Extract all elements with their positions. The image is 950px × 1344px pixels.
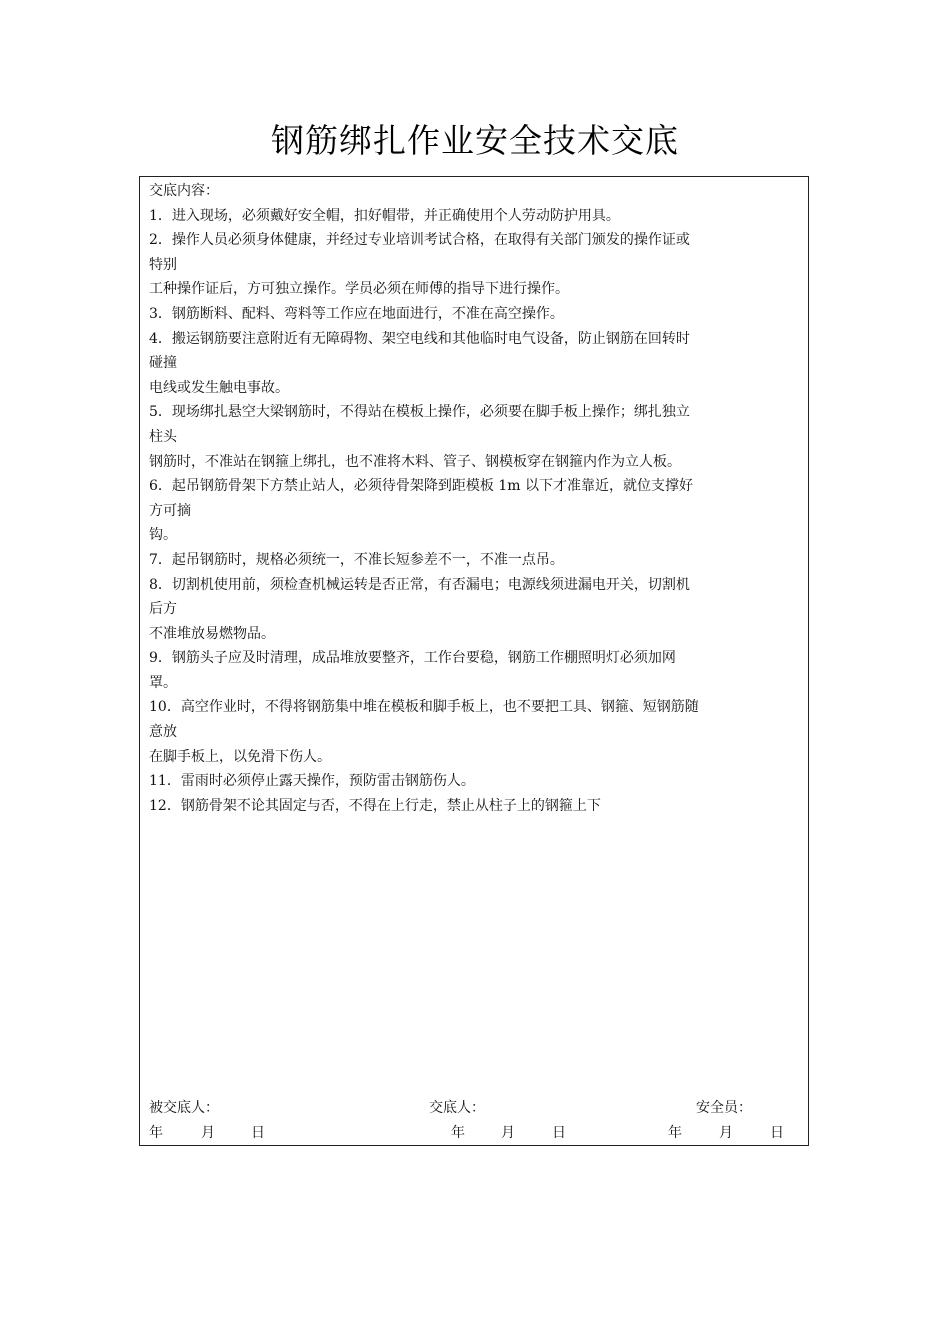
date-month-3: 月 — [719, 1125, 733, 1141]
content-line: 7．起吊钢筋时，规格必须统一，不准长短参差不一，不准一点吊。 — [149, 551, 564, 568]
content-line: 10．高空作业时，不得将钢筋集中堆在模板和脚手板上，也不要把工具、钢箍、短钢筋随 — [149, 699, 699, 716]
recipient-label: 被交底人： — [149, 1100, 219, 1116]
content-line: 6．起吊钢筋骨架下方禁止站人，必须待骨架降到距模板 1m 以下才准靠近，就位支撑好 — [149, 478, 693, 495]
safety-officer-label: 安全员： — [696, 1100, 752, 1116]
content-line: 柱头 — [149, 428, 177, 445]
date-year-1: 年 — [149, 1125, 163, 1141]
date-day-2: 日 — [552, 1125, 566, 1141]
content-body — [149, 179, 799, 818]
content-line: 钢筋时，不准站在钢箍上绑扎，也不准将木料、管子、钢模板穿在钢箍内作为立人板。 — [149, 453, 681, 470]
content-line: 不准堆放易燃物品。 — [149, 625, 275, 642]
content-line: 后方 — [149, 601, 177, 618]
content-line: 9．钢筋头子应及时清理，成品堆放要整齐，工作台要稳，钢筋工作棚照明灯必须加网 — [149, 650, 676, 667]
content-line: 电线或发生触电事故。 — [149, 379, 289, 396]
content-line: 碰撞 — [149, 355, 177, 372]
document-title: 钢筋绑扎作业安全技术交底 — [271, 121, 679, 160]
date-row — [149, 1122, 799, 1144]
date-year-3: 年 — [668, 1125, 682, 1141]
content-line: 4．搬运钢筋要注意附近有无障碍物、架空电线和其他临时电气设备，防止钢筋在回转时 — [149, 330, 690, 347]
date-month-1: 月 — [201, 1125, 215, 1141]
content-line: 5．现场绑扎悬空大梁钢筋时，不得站在模板上操作，必须要在脚手板上操作；绑扎独立 — [149, 404, 690, 421]
content-line: 2．操作人员必须身体健康，并经过专业培训考试合格，在取得有关部门颁发的操作证或 — [149, 232, 690, 249]
content-line: 工种操作证后，方可独立操作。学员必须在师傅的指导下进行操作。 — [149, 281, 569, 298]
content-line: 8．切割机使用前，须检查机械运转是否正常，有否漏电；电源线须进漏电开关，切割机 — [149, 576, 690, 593]
date-year-2: 年 — [451, 1125, 465, 1141]
presenter-label: 交底人： — [429, 1100, 485, 1116]
content-line: 钩。 — [149, 527, 177, 544]
date-month-2: 月 — [501, 1125, 515, 1141]
content-line: 11．雷雨时必须停止露天操作，预防雷击钢筋伤人。 — [149, 773, 475, 790]
date-day-1: 日 — [251, 1125, 265, 1141]
content-line: 3．钢筋断料、配料、弯料等工作应在地面进行，不准在高空操作。 — [149, 305, 564, 322]
content-line: 在脚手板上，以免滑下伤人。 — [149, 748, 331, 765]
content-line: 12．钢筋骨架不论其固定与否，不得在上行走，禁止从柱子上的钢箍上下 — [149, 797, 601, 814]
content-table — [139, 176, 809, 1146]
content-line: 意放 — [149, 724, 177, 741]
content-line: 方可摘 — [149, 502, 191, 519]
content-line: 罩。 — [149, 674, 177, 691]
signature-row — [149, 1097, 799, 1119]
content-label: 交底内容： — [149, 183, 219, 199]
content-line: 特别 — [149, 256, 177, 273]
content-lines — [149, 204, 799, 819]
content-line: 1．进入现场，必须戴好安全帽，扣好帽带，并正确使用个人劳动防护用具。 — [149, 207, 620, 224]
date-day-3: 日 — [770, 1125, 784, 1141]
